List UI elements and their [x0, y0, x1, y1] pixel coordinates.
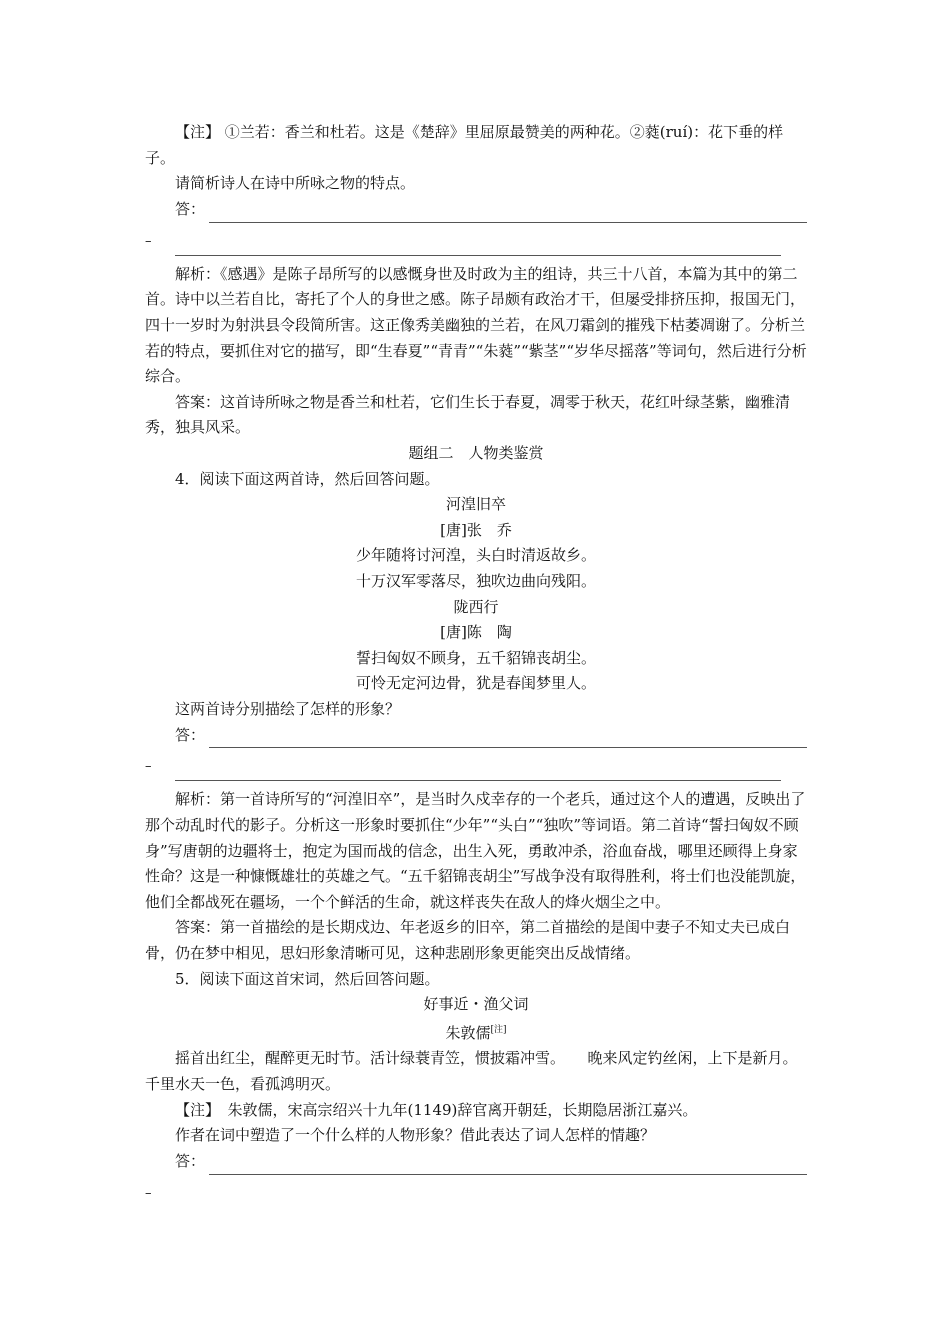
q3-answer-line[interactable] — [145, 197, 807, 223]
dash-mark: – — [145, 1185, 152, 1201]
q3-note — [145, 120, 807, 171]
document-page — [145, 120, 807, 1201]
q5-answer-line[interactable] — [145, 1149, 807, 1175]
q3-answer-rule-2 — [175, 249, 781, 256]
q5-note — [145, 1098, 807, 1124]
q5-author-note-mark: [注] — [490, 1024, 507, 1035]
poem2-line-1: 誓扫匈奴不顾身，五千貂锦丧胡尘。 — [355, 648, 596, 667]
q5-note-label: 【注】 — [175, 1100, 213, 1119]
poem1-author: [唐]张 乔 — [440, 520, 512, 539]
q5-title: 好事近・渔父词 — [423, 995, 529, 1014]
q5-text: 摇首出红尘，醒醉更无时节。活计绿蓑青笠，惯披霜冲雪。 晚来风定钓丝闲，上下是新月。千里水天一色，看孤鸿明灭。 — [145, 1049, 798, 1093]
q3-note-text: ①兰若：香兰和杜若。这是《楚辞》里屈原最赞美的两种花。②蕤(ruí)：花下垂的样子。 — [145, 123, 784, 167]
poem1-line-1: 少年随将讨河湟，头白时清返故乡。 — [355, 546, 596, 565]
poem2-line-2: 可怜无定河边骨，犹是春闺梦里人。 — [355, 674, 596, 693]
q5-prompt: 5．阅读下面这首宋词，然后回答问题。 — [175, 969, 440, 988]
q4-prompt: 4．阅读下面这两首诗，然后回答问题。 — [175, 469, 440, 488]
q5-note-text: 朱敦儒，宋高宗绍兴十九年(1149)辞官离开朝廷，长期隐居浙江嘉兴。 — [212, 1100, 698, 1119]
poem1-line-2: 十万汉军零落尽，独吹边曲向残阳。 — [355, 571, 596, 590]
answer-rule — [209, 204, 807, 223]
q3-analysis: 解析：《感遇》是陈子昂所写的以感慨身世及时政为主的组诗，共三十八首，本篇为其中的第二首。诗中以兰若自比，寄托了个人的身世之感。陈子昂颇有政治才干，但屡受排挤压抑，报国无门，四十一岁时为射洪县令段简所害。这正像秀美幽独的兰若，在风刀霜剑的摧残下枯萎凋谢了。分析兰若的特点，要抓住对它的描写，即“生春夏”“青青”“朱蕤”“紫茎”“岁华尽摇落”等词句，然后进行分析综合。 — [145, 264, 807, 386]
poem2-title: 陇西行 — [453, 597, 499, 616]
poem2-author: [唐]陈 陶 — [440, 623, 512, 642]
q3-answer: 答案：这首诗所咏之物是香兰和杜若，它们生长于春夏，凋零于秋天，花红叶绿茎紫，幽雅清秀，独具风采。 — [145, 392, 791, 437]
q4-answer: 答案：第一首描绘的是长期戍边、年老返乡的旧卒，第二首描绘的是闺中妻子不知丈夫已成白骨，仍在梦中相见，思妇形象清晰可见，这种悲剧形象更能突出反战情绪。 — [145, 918, 791, 963]
answer-prefix: 答： — [175, 200, 206, 219]
dash-mark: – — [145, 233, 152, 249]
q4-dash-row — [145, 748, 807, 774]
q4-answer-rule-2 — [175, 774, 781, 781]
q5-dash-row — [145, 1175, 807, 1201]
q3-dash-row — [145, 223, 807, 249]
q5-author — [145, 1018, 807, 1047]
q3-question: 请简析诗人在诗中所咏之物的特点。 — [175, 174, 416, 193]
q5-question: 作者在词中塑造了一个什么样的人物形象？借此表达了词人怎样的情趣？ — [175, 1126, 656, 1145]
q4-answer-line[interactable] — [145, 722, 807, 748]
group2-title: 题组二 人物类鉴赏 — [408, 443, 544, 462]
answer-rule — [209, 1156, 807, 1175]
q4-analysis: 解析：第一首诗所写的“河湟旧卒”，是当时久戍幸存的一个老兵，通过这个人的遭遇，反映出了那个动乱时代的影子。分析这一形象时要抓住“少年”“头白”“独吹”等词语。第二首诗“誓扫匈奴不顾身”写唐朝的边疆将士，抱定为国而战的信念，出生入死，勇敢冲杀，浴血奋战，哪里还顾得上身家性命？这是一种慷慨雄壮的英雄之气。“五千貂锦丧胡尘”写战争没有取得胜利，将士们也没能凯旋，他们全都战死在疆场，一个个鲜活的生命，就这样丧失在敌人的烽火烟尘之中。 — [145, 790, 806, 911]
answer-rule — [209, 729, 807, 748]
q5-author-name: 朱敦儒 — [445, 1023, 491, 1042]
q4-question: 这两首诗分别描绘了怎样的形象？ — [175, 699, 401, 718]
answer-prefix: 答： — [175, 725, 206, 744]
dash-mark: – — [145, 759, 152, 775]
q3-note-label: 【注】 — [175, 123, 221, 141]
poem1-title: 河湟旧卒 — [445, 495, 506, 514]
answer-prefix: 答： — [175, 1152, 206, 1171]
